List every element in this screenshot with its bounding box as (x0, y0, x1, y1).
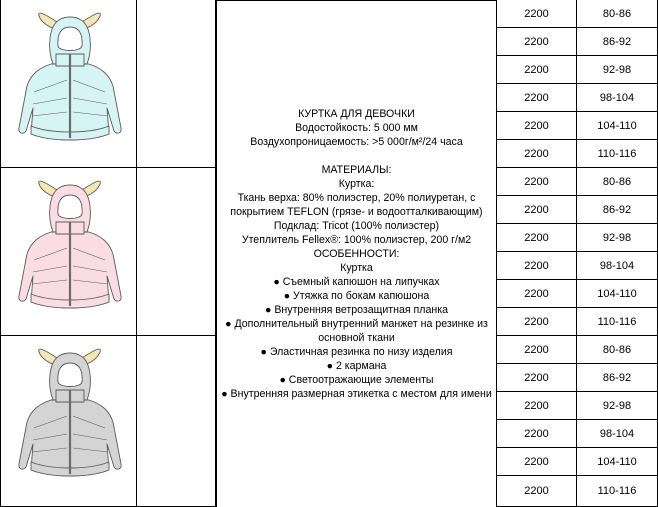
desc-line: Куртка (340, 261, 373, 274)
desc-line: Ткань верха: 80% полиэстер, 20% полиуретан, с покрытием TEFLON (грязе- и водоотталкивающим) (230, 191, 483, 218)
product-title: КУРТКА ДЛЯ ДЕВОЧКИ (298, 107, 415, 120)
feature-item: ● Внутренняя размерная этикетка с местом для имени (221, 387, 492, 400)
price-cell: 2200 (497, 112, 577, 140)
price-cell: 2200 (497, 28, 577, 56)
size-cell: 104-110 (577, 280, 658, 308)
price-cell: 2200 (497, 252, 577, 280)
price-cell: 2200 (497, 336, 577, 364)
price-cell: 2200 (497, 84, 577, 112)
size-cell: 98-104 (577, 84, 658, 112)
size-cell: 92-98 (577, 56, 658, 84)
size-cell: 92-98 (577, 224, 658, 252)
product-description (216, 0, 497, 507)
size-cell: 86-92 (577, 196, 658, 224)
desc-line: Утеплитель Fellex®: 100% полиэстер, 200 г/м2 (241, 233, 472, 246)
feature-item: ● Съемный капюшон на липучках (273, 275, 440, 288)
article-cell (137, 0, 216, 168)
feature-item: ● Утяжка по бокам капюшона (283, 289, 430, 302)
size-cell: 86-92 (577, 28, 658, 56)
product-image-cell (0, 168, 137, 336)
feature-item: ● 2 кармана (326, 359, 387, 372)
size-cell: 98-104 (577, 420, 658, 448)
face-opening (58, 195, 82, 219)
size-cell: 110-116 (577, 140, 658, 168)
price-cell: 2200 (497, 420, 577, 448)
price-cell: 2200 (497, 196, 577, 224)
product-image-cell (0, 336, 137, 507)
price-cell: 2200 (497, 364, 577, 392)
face-opening (58, 363, 82, 387)
size-cell: 80-86 (577, 336, 658, 364)
price-cell: 2200 (497, 308, 577, 336)
materials-heading: МАТЕРИАЛЫ: (321, 163, 392, 176)
size-cell: 80-86 (577, 168, 658, 196)
size-cell: 80-86 (577, 0, 658, 28)
price-cell: 2200 (497, 140, 577, 168)
product-image-cell (0, 0, 137, 168)
desc-line: Куртка: (338, 177, 375, 190)
price-cell: 2200 (497, 392, 577, 420)
size-cell: 98-104 (577, 252, 658, 280)
jacket-light-blue-icon (1, 0, 138, 168)
size-cell: 104-110 (577, 112, 658, 140)
size-cell: 104-110 (577, 448, 658, 476)
jacket-grey-icon (1, 336, 138, 504)
price-cell: 2200 (497, 280, 577, 308)
price-cell: 2200 (497, 168, 577, 196)
feature-item: ● Эластичная резинка по низу изделия (260, 345, 453, 358)
price-cell: 2200 (497, 448, 577, 476)
size-cell: 92-98 (577, 392, 658, 420)
face-opening (58, 27, 82, 51)
desc-line: Воздухопроницаемость: >5 000г/м²/24 часа (250, 135, 463, 148)
price-cell: 2200 (497, 224, 577, 252)
feature-item: ● Внутренняя ветрозащитная планка (265, 303, 448, 316)
price-cell: 2200 (497, 0, 577, 28)
size-cell: 110-116 (577, 308, 658, 336)
article-cell (137, 168, 216, 336)
features-heading: ОСОБЕННОСТИ: (313, 247, 400, 260)
desc-line: Подклад: Tricot (100% полиэстер) (273, 219, 440, 232)
article-cell (137, 336, 216, 507)
feature-item: ● Дополнительный внутренний манжет на резинке из основной ткани (225, 317, 488, 344)
price-cell: 2200 (497, 56, 577, 84)
feature-item: ● Светоотражающие элементы (279, 373, 434, 386)
size-cell: 110-116 (577, 476, 658, 507)
size-cell: 86-92 (577, 364, 658, 392)
desc-line: Водостойкость: 5 000 мм (295, 121, 418, 134)
price-cell: 2200 (497, 476, 577, 507)
jacket-pink-icon (1, 168, 138, 336)
